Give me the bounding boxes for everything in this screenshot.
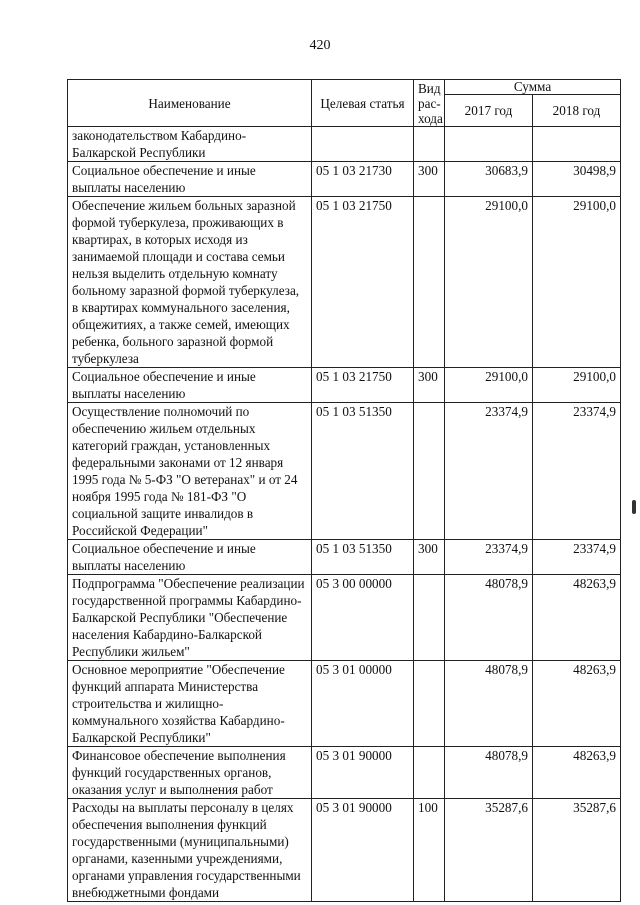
row-expense-type (414, 661, 445, 747)
row-target-article: 05 1 03 21750 (312, 197, 414, 368)
row-target-article: 05 3 01 90000 (312, 747, 414, 799)
table-row (68, 747, 621, 799)
row-target-article: 05 3 00 00000 (312, 575, 414, 661)
page-number: 420 (309, 38, 331, 53)
row-target-article: 05 3 01 00000 (312, 661, 414, 747)
table-body (68, 127, 621, 902)
row-target-article: 05 1 03 21730 (312, 162, 414, 197)
row-expense-type: 100 (414, 799, 445, 902)
row-sum-2017: 48078,9 (445, 747, 533, 799)
row-sum-2018: 48263,9 (533, 575, 621, 661)
row-target-article (312, 127, 414, 162)
row-sum-2017: 23374,9 (445, 403, 533, 540)
row-sum-2018: 35287,6 (533, 799, 621, 902)
header-target-article: Целевая статья (312, 80, 414, 127)
row-name: Социальное обеспечение и иные выплаты населению (68, 368, 312, 403)
header-year-2017: 2017 год (445, 95, 533, 127)
row-sum-2017: 48078,9 (445, 661, 533, 747)
header-expense-type: Вид рас-хода (414, 80, 445, 127)
row-name: Социальное обеспечение и иные выплаты населению (68, 540, 312, 575)
row-name: Осуществление полномочий по обеспечению жильем отдельных категорий граждан, установленных федеральными законами от 12 января 1995 года № 5-ФЗ "О ветеранах" и от 24 ноября 1995 года № 181-ФЗ "О социальной защите инвалидов в Российской Федерации" (68, 403, 312, 540)
row-expense-type (414, 197, 445, 368)
table-row (68, 403, 621, 540)
row-sum-2017: 23374,9 (445, 540, 533, 575)
table-row (68, 162, 621, 197)
row-sum-2018: 29100,0 (533, 197, 621, 368)
row-sum-2017: 48078,9 (445, 575, 533, 661)
row-sum-2017: 30683,9 (445, 162, 533, 197)
table-row (68, 197, 621, 368)
row-expense-type: 300 (414, 162, 445, 197)
table-row (68, 127, 621, 162)
row-target-article: 05 3 01 90000 (312, 799, 414, 902)
row-target-article: 05 1 03 51350 (312, 403, 414, 540)
row-name: Расходы на выплаты персоналу в целях обеспечения выполнения функций государственными (муниципальными) органами, казенными учреждениями, органами управления государственными внебюджетными фондами (68, 799, 312, 902)
row-sum-2017: 29100,0 (445, 368, 533, 403)
row-sum-2018: 30498,9 (533, 162, 621, 197)
header-sum: Сумма (445, 80, 621, 95)
row-sum-2018 (533, 127, 621, 162)
row-sum-2018: 23374,9 (533, 540, 621, 575)
row-expense-type (414, 127, 445, 162)
row-sum-2017: 29100,0 (445, 197, 533, 368)
row-sum-2017: 35287,6 (445, 799, 533, 902)
row-name: Основное мероприятие "Обеспечение функций аппарата Министерства строительства и жилищно-коммунального хозяйства Кабардино-Балкарской Республики" (68, 661, 312, 747)
row-sum-2017 (445, 127, 533, 162)
table-row (68, 575, 621, 661)
table-row (68, 661, 621, 747)
row-target-article: 05 1 03 51350 (312, 540, 414, 575)
budget-table (67, 79, 621, 902)
row-sum-2018: 29100,0 (533, 368, 621, 403)
row-name: Финансовое обеспечение выполнения функций государственных органов, оказания услуг и выполнения работ (68, 747, 312, 799)
table-row (68, 368, 621, 403)
row-expense-type (414, 747, 445, 799)
table-row (68, 540, 621, 575)
row-target-article: 05 1 03 21750 (312, 368, 414, 403)
row-name: законодательством Кабардино-Балкарской Республики (68, 127, 312, 162)
row-sum-2018: 48263,9 (533, 661, 621, 747)
row-name: Социальное обеспечение и иные выплаты населению (68, 162, 312, 197)
header-year-2018: 2018 год (533, 95, 621, 127)
row-expense-type (414, 403, 445, 540)
table-row (68, 799, 621, 902)
row-expense-type: 300 (414, 368, 445, 403)
row-name: Подпрограмма "Обеспечение реализации государственной программы Кабардино-Балкарской Республики "Обеспечение населения Кабардино-Балкарской Республики жильем" (68, 575, 312, 661)
row-name: Обеспечение жильем больных заразной формой туберкулеза, проживающих в квартирах, в которых исходя из занимаемой площади и состава семьи нельзя выделить отдельную комнату больному заразной формой туберкулеза, в квартирах коммунального заселения, общежитиях, а также семей, имеющих ребенка, больного заразной формой туберкулеза (68, 197, 312, 368)
scan-edge-mark (632, 500, 636, 514)
row-expense-type: 300 (414, 540, 445, 575)
row-expense-type (414, 575, 445, 661)
header-name: Наименование (68, 80, 312, 127)
row-sum-2018: 48263,9 (533, 747, 621, 799)
row-sum-2018: 23374,9 (533, 403, 621, 540)
